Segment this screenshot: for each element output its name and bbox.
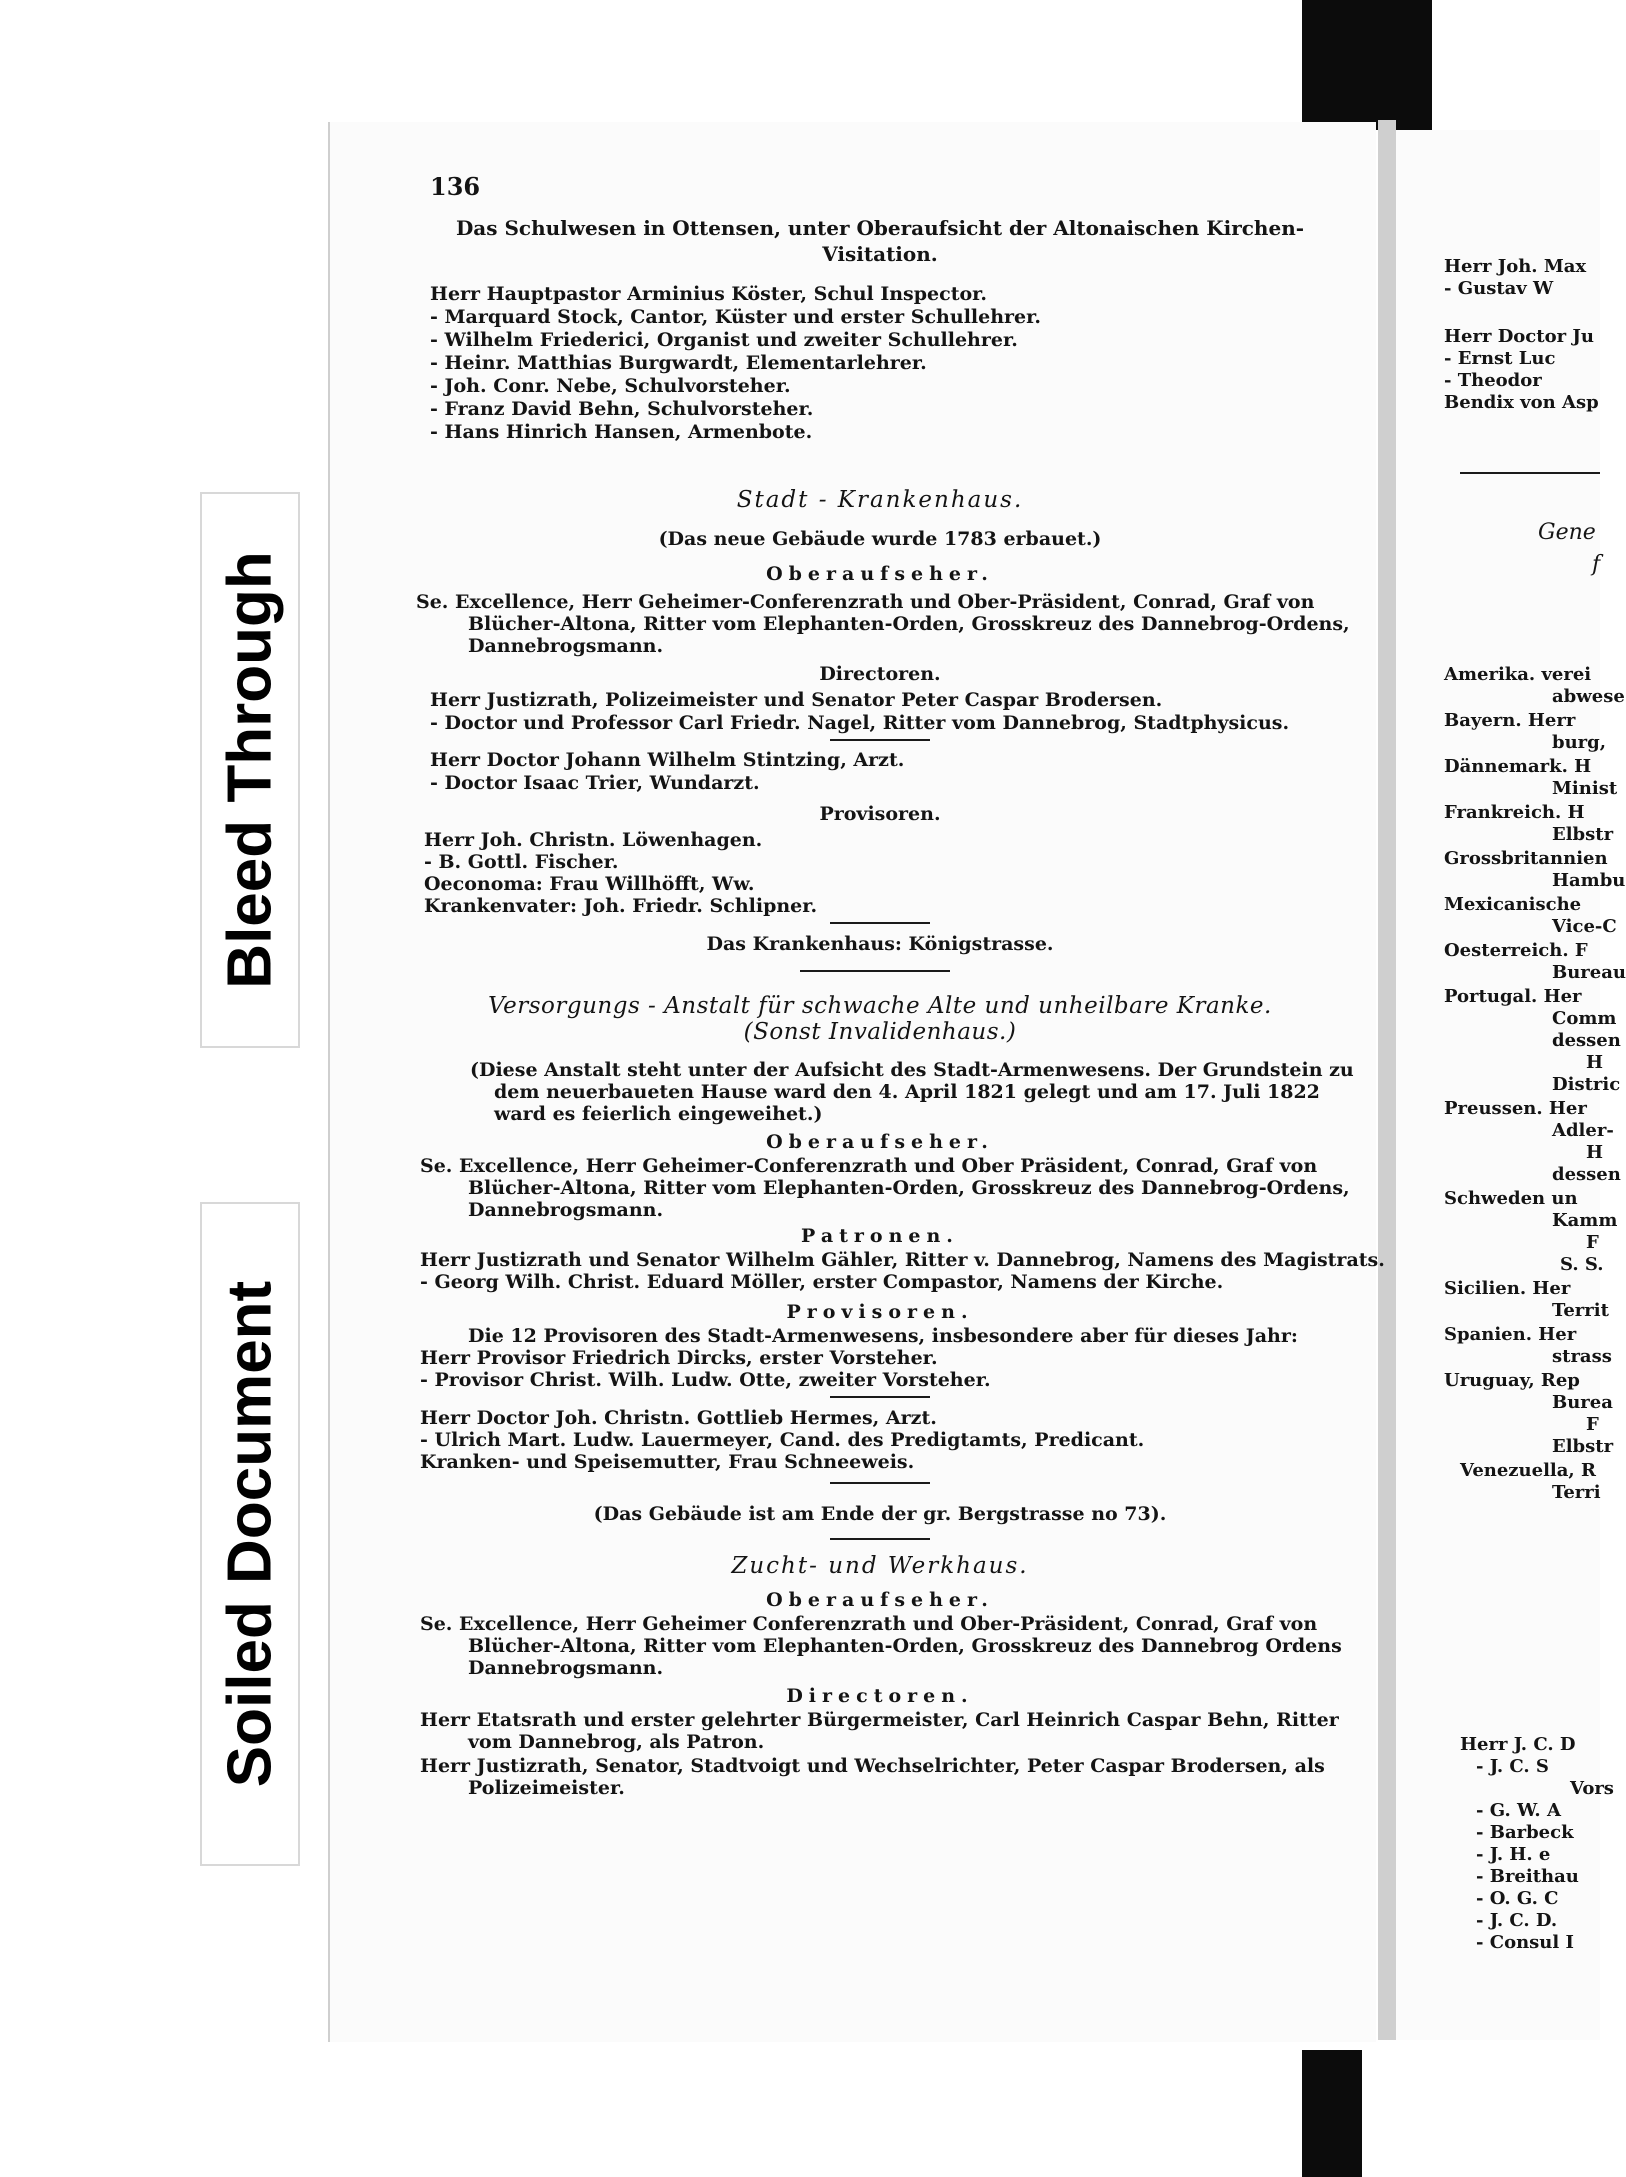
scan-edge-top (1302, 0, 1432, 130)
entry: Blücher-Altona, Ritter vom Elephanten-Orden, Grosskreuz des Dannebrog-Ordens, (468, 1177, 1350, 1199)
entry: Dannebrogsmann. (468, 1657, 664, 1679)
country-entry: Grossbritannien (1444, 848, 1608, 869)
page-title: Das Schulwesen in Ottensen, unter Oberaufsicht der Altonaischen Kirchen- (455, 216, 1305, 240)
country-entry: Preussen. Her (1444, 1098, 1587, 1119)
subheading: Provisoren. (786, 1301, 974, 1323)
entry: Polizeimeister. (468, 1777, 625, 1799)
stamp-label: Soiled Document (215, 1280, 285, 1788)
divider (800, 970, 950, 972)
country-entry: Vice-C (1552, 916, 1617, 937)
country-entry: dessen (1552, 1164, 1621, 1185)
right-page-fragment (1396, 130, 1626, 2040)
entry: - Barbeck (1476, 1822, 1574, 1843)
entry: - J. H. e (1476, 1844, 1551, 1865)
subheading: Patronen. (801, 1225, 959, 1247)
entry: Herr Doctor Johann Wilhelm Stintzing, Arzt. (430, 749, 905, 771)
entry: - B. Gottl. Fischer. (424, 851, 619, 873)
country-entry: Bayern. Herr (1444, 710, 1576, 731)
divider (830, 1396, 930, 1398)
bleed-through-stamp (200, 492, 300, 1048)
entry: - G. W. A (1476, 1800, 1561, 1821)
section-note: (Diese Anstalt steht unter der Aufsicht des Stadt-Armenwesens. Der Grundstein zu (470, 1059, 1354, 1081)
entry: Se. Excellence, Herr Geheimer-Conferenzrath und Ober-Präsident, Conrad, Graf von (416, 591, 1315, 613)
divider (830, 1538, 930, 1540)
entry: - Provisor Christ. Wilh. Ludw. Otte, zweiter Vorsteher. (420, 1369, 991, 1391)
country-entry: H (1586, 1052, 1604, 1073)
page-title: Visitation. (822, 242, 938, 266)
entry: vom Dannebrog, als Patron. (468, 1731, 765, 1753)
entry: Herr Doctor Joh. Christn. Gottlieb Hermes, Arzt. (420, 1407, 937, 1429)
entry: Blücher-Altona, Ritter vom Elephanten-Orden, Grosskreuz des Dannebrog Ordens (468, 1635, 1342, 1657)
school-entry: - Heinr. Matthias Burgwardt, Elementarlehrer. (430, 352, 927, 374)
entry: Herr Justizrath, Senator, Stadtvoigt und Wechselrichter, Peter Caspar Brodersen, als (420, 1755, 1325, 1777)
entry: Herr J. C. D (1460, 1734, 1576, 1755)
country-entry: Sicilien. Her (1444, 1278, 1571, 1299)
country-entry: S. S. (1560, 1254, 1604, 1275)
subheading: Oberaufseher. (766, 1589, 994, 1611)
entry: Herr Joh. Max (1444, 256, 1587, 277)
country-entry: Kamm (1552, 1210, 1618, 1231)
entry: Herr Doctor Ju (1444, 326, 1594, 347)
entry: Herr Joh. Christn. Löwenhagen. (424, 829, 763, 851)
country-entry: F (1586, 1232, 1599, 1253)
country-entry: Dännemark. H (1444, 756, 1592, 777)
section-heading: Zucht- und Werkhaus. (731, 1553, 1029, 1579)
country-entry: H (1586, 1142, 1604, 1163)
country-entry: Venezuella, R (1460, 1460, 1596, 1481)
entry: - O. G. C (1476, 1888, 1559, 1909)
entry: Herr Justizrath, Polizeimeister und Senator Peter Caspar Brodersen. (430, 689, 1163, 711)
entry: - Consul I (1476, 1932, 1574, 1953)
country-entry: Elbstr (1552, 1436, 1614, 1457)
entry: Herr Etatsrath und erster gelehrter Bürgermeister, Carl Heinrich Caspar Behn, Ritter (420, 1709, 1339, 1731)
left-page (328, 122, 1385, 2042)
country-entry: Terri (1552, 1482, 1601, 1503)
subheading: Provisoren. (819, 803, 941, 825)
subheading: Directoren. (786, 1685, 974, 1707)
country-entry: Portugal. Her (1444, 986, 1582, 1007)
school-entry: - Hans Hinrich Hansen, Armenbote. (430, 421, 813, 443)
scan-edge-bottom (1302, 2050, 1362, 2177)
book-gutter (1378, 120, 1396, 2040)
country-entry: Amerika. verei (1444, 664, 1592, 685)
section-note: ward es feierlich eingeweihet.) (494, 1103, 823, 1125)
school-entry: - Marquard Stock, Cantor, Küster und erster Schullehrer. (430, 306, 1042, 328)
entry: Herr Justizrath und Senator Wilhelm Gähler, Ritter v. Dannebrog, Namens des Magistrats. (420, 1249, 1385, 1271)
entry: - Theodor (1444, 370, 1542, 391)
school-entry: - Franz David Behn, Schulvorsteher. (430, 398, 814, 420)
subheading: Oberaufseher. (766, 563, 994, 585)
country-entry: dessen (1552, 1030, 1621, 1051)
subheading: Directoren. (819, 663, 941, 685)
entry: - Gustav W (1444, 278, 1554, 299)
divider (830, 922, 930, 924)
school-entry: - Wilhelm Friedericі, Organist und zweiter Schullehrer. (430, 329, 1018, 351)
section-note: dem neuerbaueten Hause ward den 4. April 1821 gelegt und am 17. Juli 1822 (494, 1081, 1320, 1103)
country-entry: abwese (1552, 686, 1625, 707)
page-number: 136 (430, 172, 481, 201)
country-entry: Oesterreich. F (1444, 940, 1588, 961)
entry: - Ulrich Mart. Ludw. Lauermeyer, Cand. des Predigtamts, Predicant. (420, 1429, 1145, 1451)
country-entry: Minist (1552, 778, 1618, 799)
address: (Das Gebäude ist am Ende der gr. Bergstrasse no 73). (593, 1503, 1167, 1525)
country-entry: Hambu (1552, 870, 1626, 891)
soiled-document-stamp (200, 1202, 300, 1866)
section-heading: Gene (1538, 520, 1596, 545)
entry: Blücher-Altona, Ritter vom Elephanten-Orden, Grosskreuz des Dannebrog-Ordens, (468, 613, 1350, 635)
country-entry: Mexicanische (1444, 894, 1582, 915)
country-entry: Adler- (1552, 1120, 1614, 1141)
entry: Herr Provisor Friedrich Dircks, erster Vorsteher. (420, 1347, 938, 1369)
stamp-label: Bleed Through (215, 551, 285, 989)
country-entry: Frankreich. H (1444, 802, 1585, 823)
country-entry: Comm (1552, 1008, 1617, 1029)
section-note: (Das neue Gebäude wurde 1783 erbauet.) (658, 528, 1102, 550)
country-entry: Territ (1552, 1300, 1609, 1321)
country-entry: Burea (1552, 1392, 1613, 1413)
entry: Bendix von Asp (1444, 392, 1599, 413)
entry: Kranken- und Speisemutter, Frau Schneeweis. (420, 1451, 915, 1473)
country-entry: F (1586, 1414, 1599, 1435)
country-entry: strass (1552, 1346, 1612, 1367)
entry: - J. C. D. (1476, 1910, 1558, 1931)
entry: Oeconoma: Frau Willhöfft, Ww. (424, 873, 755, 895)
entry: Dannebrogsmann. (468, 635, 664, 657)
section-heading: Stadt - Krankenhaus. (736, 487, 1024, 513)
divider (830, 1482, 930, 1484)
divider (830, 739, 930, 741)
entry: - Georg Wilh. Christ. Eduard Möller, erster Compastor, Namens der Kirche. (420, 1271, 1224, 1293)
school-entry: Herr Hauptpastor Arminius Köster, Schul Inspector. (430, 283, 988, 305)
entry: - Doctor und Professor Carl Friedr. Nagel, Ritter vom Dannebrog, Stadtphysicus. (430, 712, 1290, 734)
country-entry: Spanien. Her (1444, 1324, 1577, 1345)
country-entry: Elbstr (1552, 824, 1614, 845)
entry: Krankenvater: Joh. Friedr. Schlipner. (424, 895, 818, 917)
country-entry: Distric (1552, 1074, 1621, 1095)
section-heading: f (1592, 552, 1601, 577)
entry: Vors (1570, 1778, 1614, 1799)
section-heading: Versorgungs - Anstalt für schwache Alte und unheilbare Kranke. (488, 993, 1272, 1019)
country-entry: burg, (1552, 732, 1607, 753)
entry: - Ernst Luc (1444, 348, 1556, 369)
divider (1460, 472, 1600, 474)
subheading: Oberaufseher. (766, 1131, 994, 1153)
country-entry: Uruguay, Rep (1444, 1370, 1580, 1391)
section-heading: (Sonst Invalidenhaus.) (743, 1019, 1017, 1045)
entry: - J. C. S (1476, 1756, 1549, 1777)
school-entry: - Joh. Conr. Nebe, Schulvorsteher. (430, 375, 791, 397)
entry: Dannebrogsmann. (468, 1199, 664, 1221)
entry: Se. Excellence, Herr Geheimer-Conferenzrath und Ober Präsident, Conrad, Graf von (420, 1155, 1318, 1177)
entry: Se. Excellence, Herr Geheimer Conferenzrath und Ober-Präsident, Conrad, Graf von (420, 1613, 1318, 1635)
entry: - Doctor Isaac Trier, Wundarzt. (430, 772, 760, 794)
entry: - Breithau (1476, 1866, 1579, 1887)
entry: Die 12 Provisoren des Stadt-Armenwesens, insbesondere aber für dieses Jahr: (468, 1325, 1298, 1347)
country-entry: Bureau (1552, 962, 1626, 983)
address: Das Krankenhaus: Königstrasse. (706, 933, 1054, 955)
country-entry: Schweden un (1444, 1188, 1578, 1209)
